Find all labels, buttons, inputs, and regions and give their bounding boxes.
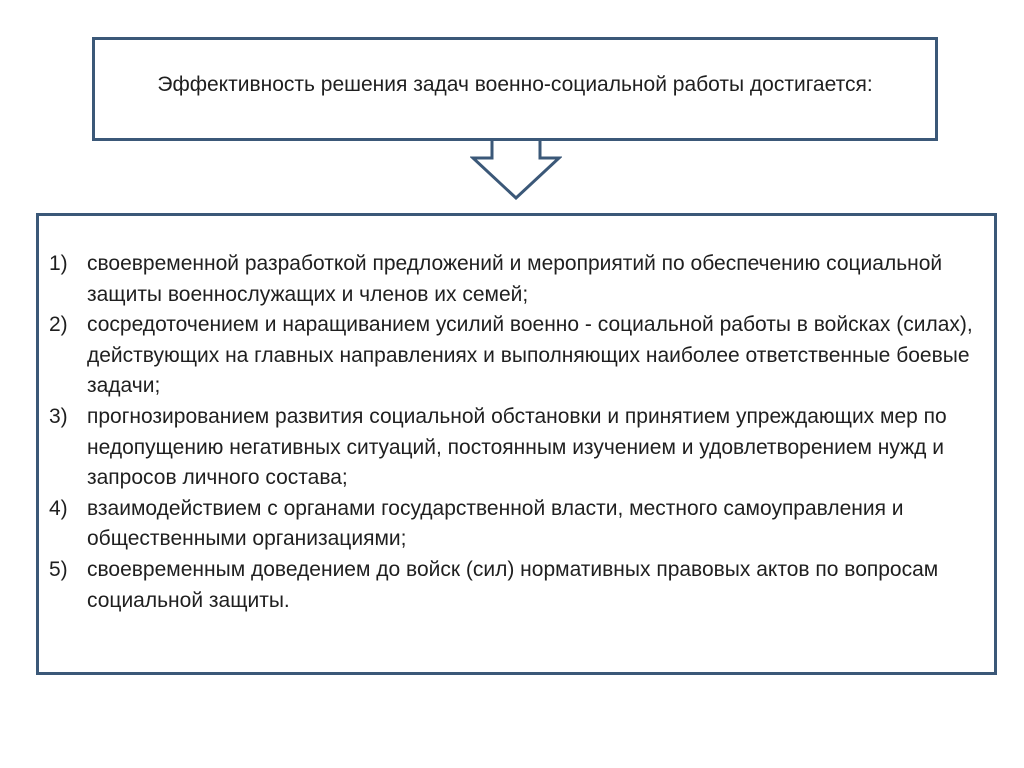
main-box bbox=[36, 213, 997, 675]
list-item-text: своевременным доведением до войск (сил) нормативных правовых актов по вопросам социальной защиты. bbox=[87, 557, 939, 612]
list-item-number: 3) bbox=[49, 404, 68, 428]
list-item-number: 4) bbox=[49, 496, 68, 520]
list-item-number: 5) bbox=[49, 557, 68, 581]
list-item bbox=[49, 249, 984, 310]
list-item bbox=[49, 494, 984, 555]
header-title: Эффективность решения задач военно-социальной работы достигается: bbox=[157, 73, 873, 96]
list-item-text: прогнозированием развития социальной обстановки и принятием упреждающих мер по недопущению негативных ситуаций, постоянным изучением и удовлетворением нужд и запросов личного состава; bbox=[87, 404, 947, 490]
list-item bbox=[49, 402, 984, 494]
list-item-text: взаимодействием с органами государственной власти, местного самоуправления и общественными организациями; bbox=[87, 496, 904, 551]
list-item-text: сосредоточением и наращиванием усилий военно - социальной работы в войсках (силах), действующих на главных направлениях и выполняющих наиболее ответственные боевые задачи; bbox=[87, 313, 973, 398]
list-item-number: 2) bbox=[49, 313, 68, 337]
down-arrow-icon bbox=[470, 138, 562, 200]
list-item bbox=[49, 555, 984, 616]
header-box bbox=[92, 37, 938, 141]
list-item-number: 1) bbox=[49, 252, 68, 275]
measures-list bbox=[49, 249, 984, 616]
list-item-text: своевременной разработкой предложений и мероприятий по обеспечению социальной защиты военнослужащих и членов их семей; bbox=[87, 252, 943, 306]
list-item bbox=[49, 310, 984, 402]
